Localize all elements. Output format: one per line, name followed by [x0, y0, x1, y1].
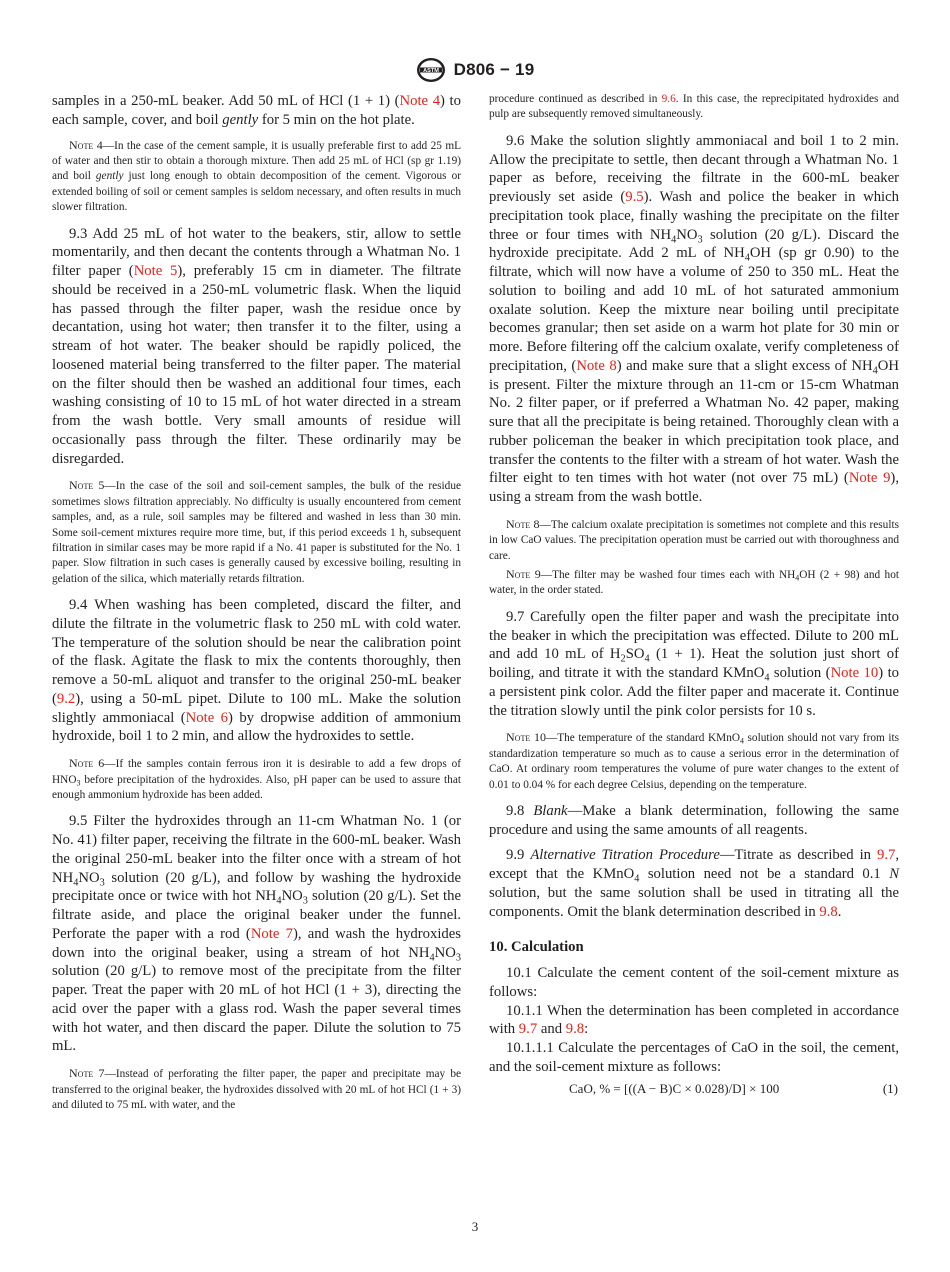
equation-body: CaO, % = [((A − B)C × 0.028)/D] × 100 [569, 1080, 780, 1096]
note-10-link[interactable]: Note 10 [830, 665, 879, 682]
paragraph-9-6: 9.6 Make the solution slightly ammoniacal and boil 1 to 2 min. Allow the precipitate to settle, then decant through a Whatman No. 1 paper as before, receiving the filtrate in the 600-mL beaker previously set aside (9.5). Wash and police the beaker in which precipitation took place, finally washing the precipitate on the filter three or four times with $NH_4NO_3$ solution (20 g/L). Discard the hydroxide precipitate. Add 2 mL of $NH_4OH$ (sp gr 0.90) to the filtrate, which will now have a volume of 250 to 350 mL. Heat the solution to boiling and add 10 mL of hot saturated ammonium oxalate solution. Keep the mixture near boiling until precipitate becomes granular; then set aside on a warm hot plate for 30 min or more. Before filtering off the calcium oxalate, verify completeness of precipitation, (Note 8) and make sure that a slight excess of $NH_4OH$ is present. Filter the mixture through an 11-cm or 15-cm Whatman No. 2 filter paper, or if preferred a Whatman No. 42 paper, making sure that all the precipitate is being retained. Thoroughly clean with a rubber policeman the beaker in which precipitation took place, and transfer the contents to the filter with a stream of hot water. Wash the filter eight to ten times with hot water (not over 75 mL) (Note 9), using a stream from the wash bottle. [489, 132, 899, 506]
astm-logo-icon [416, 57, 446, 83]
section-9-6-link[interactable]: 9.6 [661, 93, 676, 105]
note-4: Note 4—In the case of the cement sample, it is usually preferable first to add 25 mL of water and then stir to obtain a thorough mixture. Then add 25 mL of HCl (sp gr 1.19) and boil gently just long enough to obtain decomposition of the cement. Vigorous or extended boiling of soil or cement samples is seldom necessary, and often results in much slower filtration. [52, 137, 462, 214]
note-10: Note 10—The temperature of the standard KMnO$_4$ solution should not vary from its standardization temperature so much as to cause a serious error in the determination of CaO. At ordinary room temperatures the volume of pure water changes to the extent of 0.01 to 0.04 % for each degree Celsius, depending on the temperature. [489, 730, 899, 791]
paragraph-10-1-1-1: 10.1.1.1 Calculate the percentages of CaO in the soil, the cement, and the soil-cement mixture as follows: [489, 1040, 899, 1075]
note-7-link[interactable]: Note 7 [250, 925, 293, 942]
note-4-link[interactable]: Note 4 [399, 93, 441, 109]
note-9: Note 9—The filter may be washed four times each with $NH_4OH$ (2 + 98) and hot water, in the order stated. [489, 567, 899, 597]
section-9-2-link[interactable]: 9.2 [56, 690, 76, 707]
note-6-link[interactable]: Note 6 [185, 709, 229, 726]
section-9-8-link[interactable]: 9.8 [819, 903, 838, 920]
note-5-link[interactable]: Note 5 [133, 263, 178, 280]
section-9-8-link-2[interactable]: 9.8 [565, 1021, 585, 1038]
section-10-heading: 10. Calculation [489, 939, 584, 956]
page-header [0, 56, 950, 84]
paragraph-9-5: 9.5 Filter the hydroxides through an 11-cm Whatman No. 1 (or No. 41) filter paper, receiving the filtrate in the 600-mL beaker. Wash the original 250-mL beaker into the filter once with a stream of hot $NH_4NO_3$ solution (20 g/L), and follow by washing the hydroxide precipitate once or twice with hot $NH_4NO_3$ solution (20 g/L). Set the filtrate aside, and place the original beaker under the funnel. Perforate the paper with a rod (Note 7), and wash the hydroxides down into the original beaker, using a stream of hot $NH_4NO_3$ solution (20 g/L) to remove most of the precipitate from the filter paper. Treat the paper with 20 mL of hot HCl (1 + 3), directing the acid over the paper with a glass rod. Wash the paper several times with hot water, and then discard the paper. Dilute the solution to 75 mL. [52, 813, 462, 1055]
svg-text:ASTM: ASTM [422, 67, 439, 74]
equation-1 [489, 1080, 899, 1098]
left-column [52, 92, 461, 1113]
note-8: Note 8—The calcium oxalate precipitation is sometimes not complete and this results in low CaO values. The precipitation operation must be carried out with thoroughness and care. [489, 516, 900, 562]
paragraph-9-3: 9.3 Add 25 mL of hot water to the beakers, stir, allow to settle momentarily, and then decant the contents through a Whatman No. 1 filter paper (Note 5), preferably 15 cm in diameter. The filtrate should be received in a 250-mL volumetric flask. When the liquid has passed through the filter paper, wash the residue once by decantation, using hot water; then transfer it to the filter, using a stream of hot water. The beaker should be rapidly policed, the loosened material being transferred to the filter paper. The material on the filter should then be washed an additional four times, each washing consisting of 10 to 15 mL of hot water directed in a stream from the wash bottle. Very small amounts of residue will occasionally pass through the filter. These ordinarily may be disregarded. [52, 225, 461, 467]
page-number: 3 [471, 1219, 479, 1234]
paragraph-10-1-1: 10.1.1 When the determination has been completed in accordance with 9.7 and 9.8: [489, 1002, 899, 1038]
equation-number: (1) [882, 1080, 898, 1096]
note-7: Note 7—Instead of perforating the filter paper, the paper and precipitate may be transferred to the original beaker, the hydroxides dissolved with 20 mL of hot HCl (1 + 3) and diluted to 75 mL with water, and the [52, 1066, 462, 1111]
section-9-7-link-2[interactable]: 9.7 [518, 1021, 538, 1038]
note-8-link[interactable]: Note 8 [576, 357, 617, 374]
paragraph-continued: samples in a 250-mL beaker. Add 50 mL of HCl (1 + 1) (Note 4) to each sample, cover, and boil gently for 5 min on the hot plate. [52, 93, 461, 128]
document-designation: D806 − 19 [453, 60, 535, 79]
paragraph-9-4: 9.4 When washing has been completed, discard the filter, and dilute the filtrate in the volumetric flask to 250 mL with cold water. The temperature of the solution should be near the calibration point of the flask. Agitate the flask to mix the contents thoroughly, then remove a 50-mL aliquot and transfer to the original 250-mL beaker (9.2), using a 50-mL pipet. Dilute to 100 mL. Make the solution slightly ammoniacal (Note 6) by dropwise addition of ammonium hydroxide, boil 1 to 2 min, and allow the hydroxides to settle. [52, 597, 461, 745]
note-7-continued: procedure continued as described in 9.6. In this case, the reprecipitated hydroxides and pulp are subsequently removed simultaneously. [489, 93, 900, 121]
note-6: Note 6—If the samples contain ferrous iron it is desirable to add a few drops of $HNO_3$ before precipitation of the hydroxides. Also, pH paper can be used to assure that enough ammonium hydroxide has been added. [52, 756, 461, 801]
paragraph-10-1: 10.1 Calculate the cement content of the soil-cement mixture as follows: [489, 965, 899, 1000]
right-column [489, 92, 899, 1098]
section-9-5-link[interactable]: 9.5 [625, 189, 644, 206]
note-9-link[interactable]: Note 9 [848, 470, 891, 487]
paragraph-9-7: 9.7 Carefully open the filter paper and wash the precipitate into the beaker in which the precipitation was effected. Dilute to 200 mL and add 10 mL of $H_2SO_4$ (1 + 1). Heat the solution just short of boiling, and titrate it with the standard KMnO$_4$ solution (Note 10) to a persistent pink color. Add the filter paper and macerate it. Continue the titration slowly until the pink color persists for 10 s. [489, 608, 900, 719]
section-9-7-link[interactable]: 9.7 [876, 847, 896, 864]
paragraph-9-8: 9.8 Blank—Make a blank determination, following the same procedure and using the same amounts of all reagents. [489, 802, 900, 838]
paragraph-9-9: 9.9 Alternative Titration Procedure—Titrate as described in 9.7, except that the KMnO$_4$ solution need not be a standard 0.1 N solution, but the same solution shall be used in titrating all the components. Omit the blank determination described in 9.8. [489, 847, 899, 920]
note-5: Note 5—In the case of the soil and soil-cement samples, the bulk of the residue sometimes slows filtration appreciably. No difficulty is usually encountered from cement samples, and, as a rule, soil samples may be filtered and washed in less than 30 min. Some soil-cement mixtures require more time, but, if this period exceeds 1 h, subsequent filtration in similar cases may be more rapid if a No. 41 paper is substituted for the No. 1 paper. Slow filtration in such cases is generally caused by excessive boiling, resulting in gelation of the silica, which materially retards filtration. [52, 478, 461, 585]
